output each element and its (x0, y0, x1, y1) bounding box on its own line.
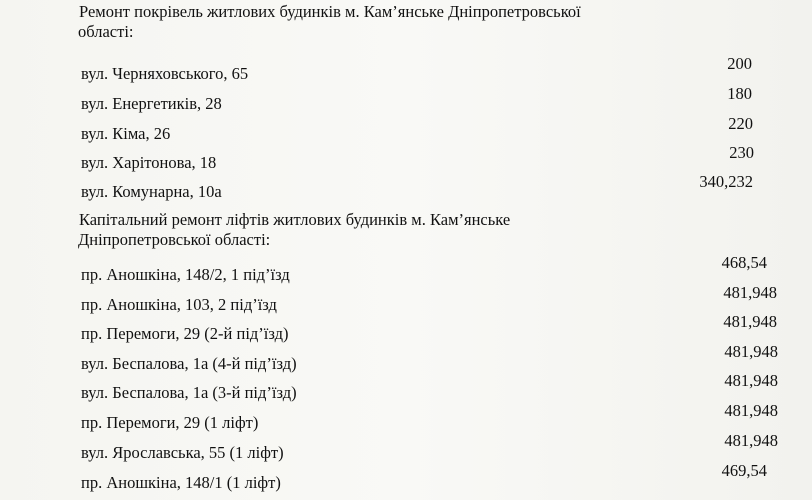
table-row (79, 342, 779, 376)
amount-value: 180 (727, 84, 752, 103)
amount-value: 200 (727, 54, 752, 73)
table-row (79, 114, 779, 146)
table-row (79, 54, 779, 86)
address-label: пр. Перемоги, 29 (1 ліфт) (81, 413, 259, 432)
amount-value: 481,948 (724, 401, 778, 420)
table-row (79, 283, 779, 317)
section-heading-line: Дніпропетровської області: (78, 230, 271, 249)
section-heading-line: Ремонт покрівель житлових будинків м. Кам’янське Дніпропетровської (79, 2, 581, 21)
amount-value: 340,232 (699, 172, 753, 191)
amount-value: 481,948 (723, 312, 777, 331)
address-label: пр. Перемоги, 29 (2-й під’їзд) (81, 324, 289, 343)
table-row (79, 143, 779, 175)
amount-value: 220 (728, 114, 753, 133)
amount-value: 481,948 (724, 371, 778, 390)
table-row (79, 431, 779, 465)
amount-value: 469,54 (721, 461, 767, 480)
address-label: вул. Ярославська, 55 (1 ліфт) (81, 443, 284, 462)
table-row (79, 401, 779, 435)
table-row (79, 312, 779, 346)
address-label: вул. Беспалова, 1а (4-й під’їзд) (81, 354, 297, 373)
amount-value: 468,54 (721, 253, 767, 272)
address-label: вул. Енергетиків, 28 (81, 94, 222, 113)
address-label: вул. Харітонова, 18 (81, 153, 217, 172)
table-row (79, 253, 779, 287)
section-heading-line: Капітальний ремонт ліфтів житлових будинків м. Кам’янське (79, 210, 511, 229)
address-label: пр. Аношкіна, 148/2, 1 під’їзд (81, 265, 290, 284)
address-label: вул. Черняховського, 65 (81, 64, 249, 83)
address-label: вул. Кіма, 26 (81, 124, 171, 143)
address-label: пр. Аношкіна, 148/1 (1 ліфт) (81, 473, 281, 492)
address-label: вул. Беспалова, 1а (3-й під’їзд) (81, 383, 297, 402)
amount-value: 481,948 (724, 431, 778, 450)
address-label: вул. Комунарна, 10а (81, 182, 222, 201)
amount-value: 230 (729, 143, 754, 162)
table-row (79, 172, 779, 204)
amount-value: 481,948 (723, 283, 777, 302)
table-row (79, 84, 779, 116)
section-heading-roofs (79, 2, 719, 42)
section-heading-line: області: (78, 22, 134, 41)
section-heading-elevators (79, 210, 719, 250)
amount-value: 481,948 (724, 342, 778, 361)
table-row (79, 371, 779, 405)
address-label: пр. Аношкіна, 103, 2 під’їзд (81, 295, 277, 314)
table-row (79, 461, 779, 495)
